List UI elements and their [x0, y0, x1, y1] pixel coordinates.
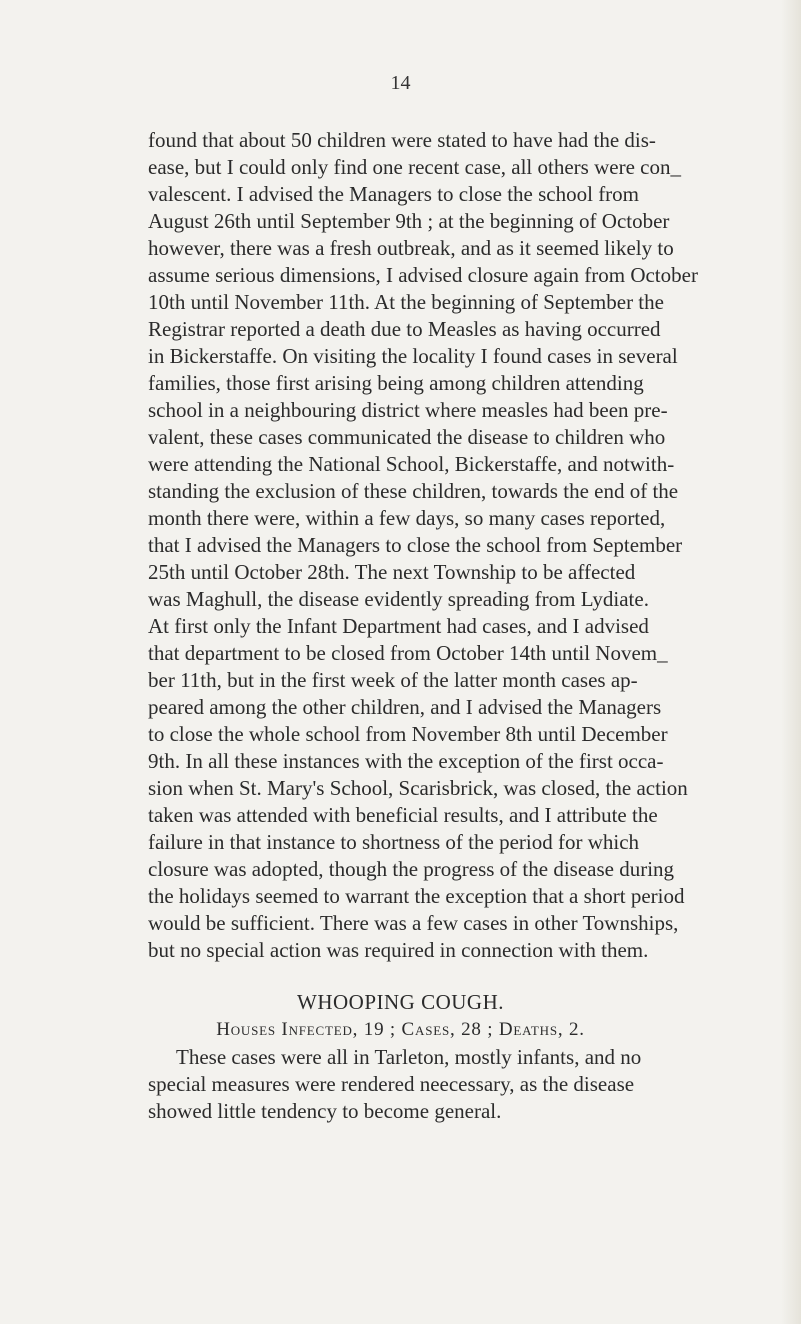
text-line: valent, these cases communicated the disease to children who — [148, 425, 666, 449]
text-line: families, those first arising being among children attending — [148, 371, 644, 395]
text-line: closure was adopted, though the progress of the disease during — [148, 857, 675, 881]
text-line: were attending the National School, Bickerstaffe, and notwith- — [148, 452, 675, 476]
text-line: that I advised the Managers to close the school from September — [148, 533, 683, 557]
text-line: These cases were all in Tarleton, mostly infants, and no — [176, 1045, 642, 1069]
page-number: 14 — [390, 72, 411, 94]
text-line: valescent. I advised the Managers to close the school from — [148, 182, 640, 206]
text-line: peared among the other children, and I advised the Managers — [148, 695, 662, 719]
section-heading: WHOOPING COUGH. — [297, 990, 504, 1014]
page-edge-shadow — [781, 0, 801, 1324]
text-line: month there were, within a few days, so many cases reported, — [148, 506, 666, 530]
text-line: August 26th until September 9th ; at the beginning of October — [148, 209, 670, 233]
text-line: ease, but I could only find one recent case, all others were con_ — [148, 155, 681, 179]
text-line: but no special action was required in connection with them. — [148, 938, 649, 962]
text-line: was Maghull, the disease evidently spreading from Lydiate. — [148, 587, 649, 611]
text-line: however, there was a fresh outbreak, and as it seemed likely to — [148, 236, 674, 260]
text-line: special measures were rendered neecessary, as the disease — [148, 1072, 635, 1096]
text-line: the holidays seemed to warrant the exception that a short period — [148, 884, 685, 908]
text-line: failure in that instance to shortness of the period for which — [148, 830, 640, 854]
text-line: 9th. In all these instances with the exception of the first occa- — [148, 749, 664, 773]
text-line: school in a neighbouring district where measles had been pre- — [148, 398, 668, 422]
text-line: found that about 50 children were stated to have had the dis- — [148, 128, 656, 152]
text-line: taken was attended with beneficial results, and I attribute the — [148, 803, 658, 827]
text-line: assume serious dimensions, I advised closure again from October — [148, 263, 698, 287]
text-line: showed little tendency to become general. — [148, 1099, 502, 1123]
text-line: in Bickerstaffe. On visiting the locality I found cases in several — [148, 344, 678, 368]
text-line: 25th until October 28th. The next Township to be affected — [148, 560, 636, 584]
text-line: Registrar reported a death due to Measles as having occurred — [148, 317, 661, 341]
text-line: would be sufficient. There was a few cases in other Townships, — [148, 911, 679, 935]
text-line: standing the exclusion of these children, towards the end of the — [148, 479, 679, 503]
text-line: 10th until November 11th. At the beginning of September the — [148, 290, 664, 314]
text-line: ber 11th, but in the first week of the latter month cases ap- — [148, 668, 638, 692]
section-statistics: Houses Infected, 19 ; Cases, 28 ; Deaths, 2. — [216, 1019, 585, 1040]
text-line: sion when St. Mary's School, Scarisbrick, was closed, the action — [148, 776, 688, 800]
text-line: At first only the Infant Department had cases, and I advised — [148, 614, 649, 638]
text-line: to close the whole school from November 8th until December — [148, 722, 668, 746]
text-line: that department to be closed from October 14th until Novem_ — [148, 641, 668, 665]
